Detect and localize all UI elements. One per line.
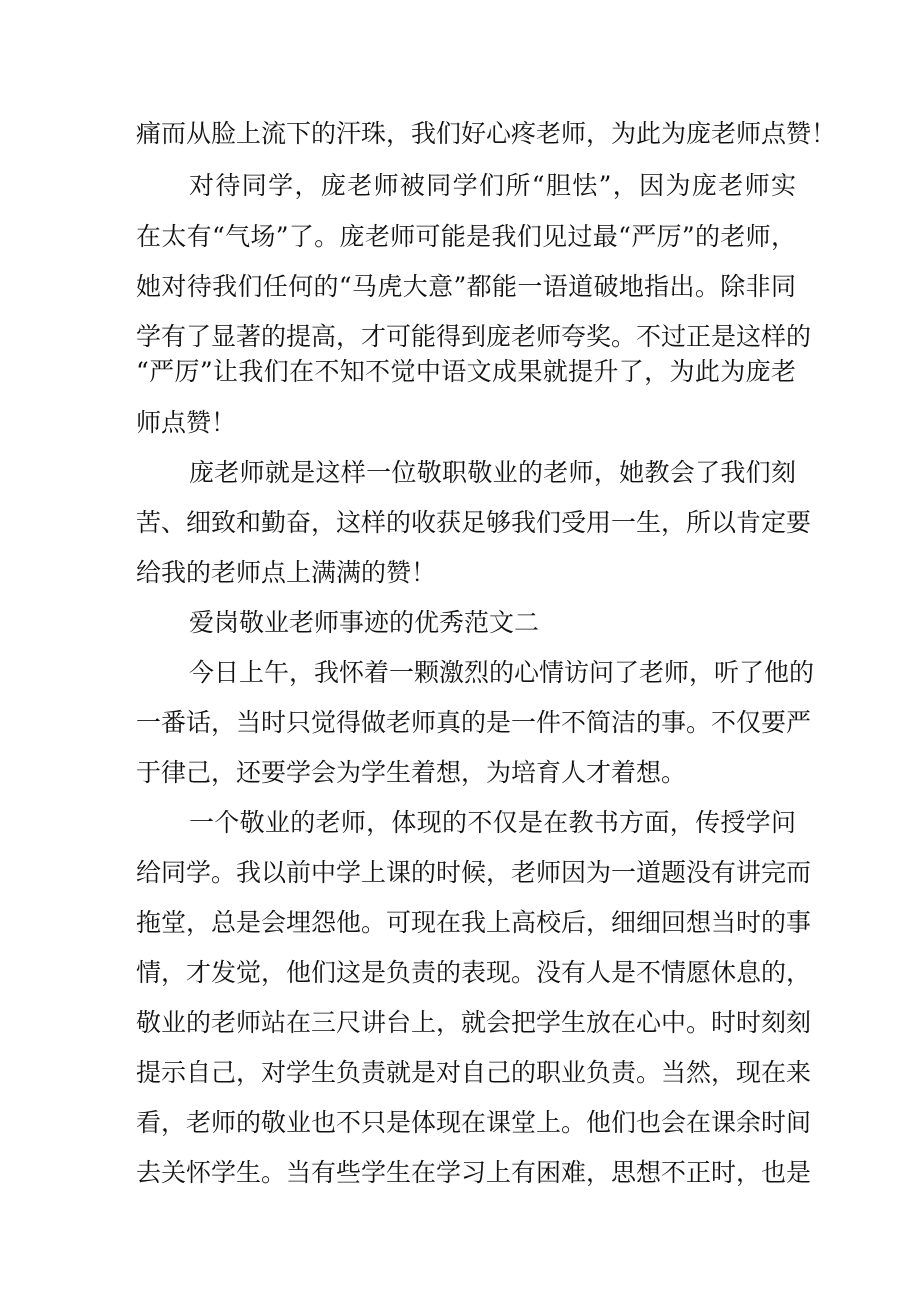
paragraph-line: 一个敬业的老师，体现的不仅是在教书方面，传授学问 <box>189 808 796 837</box>
paragraph-line: “严厉”让我们在不知不觉中语文成果就提升了，为此为庞老 <box>136 357 796 386</box>
paragraph-line: 看，老师的敬业也不只是体现在课堂上。他们也会在课余时间 <box>136 1108 812 1137</box>
paragraph-line: 对待同学，庞老师被同学们所“胆怯”，因为庞老师实 <box>189 171 796 200</box>
paragraph-line: 师点赞！ <box>136 408 237 437</box>
paragraph-line: 去关怀学生。当有些学生在学习上有困难，思想不正时，也是 <box>136 1158 812 1187</box>
paragraph-line: 庞老师就是这样一位敬职敬业的老师，她教会了我们刻 <box>189 458 796 487</box>
section-heading: 爱岗敬业老师事迹的优秀范文二 <box>189 608 540 637</box>
paragraph-line: 今日上午，我怀着一颗激烈的心情访问了老师，听了他的 <box>189 658 815 687</box>
paragraph-line: 一番话，当时只觉得做老师真的是一件不简洁的事。不仅要严 <box>136 708 812 737</box>
paragraph-line: 她对待我们任何的“马虎大意”都能一语道破地指出。除非同 <box>136 272 796 301</box>
paragraph-line: 敬业的老师站在三尺讲台上，就会把学生放在心中。时时刻刻 <box>136 1008 812 1037</box>
paragraph-line: 在太有“气场”了。庞老师可能是我们见过最“严厉”的老师， <box>136 222 796 251</box>
paragraph-line: 情，才发觉，他们这是负责的表现。没有人是不情愿休息的， <box>136 958 812 987</box>
paragraph-line: 拖堂，总是会埋怨他。可现在我上高校后，细细回想当时的事 <box>136 908 812 937</box>
paragraph-line: 学有了显著的提高，才可能得到庞老师夸奖。不过正是这样的 <box>136 322 812 351</box>
paragraph-line: 于律己，还要学会为学生着想，为培育人才着想。 <box>136 758 687 787</box>
paragraph-line: 给我的老师点上满满的赞！ <box>136 558 437 587</box>
paragraph-line: 提示自己，对学生负责就是对自己的职业负责。当然，现在来 <box>136 1058 812 1087</box>
paragraph-line: 苦、细致和勤奋，这样的收获足够我们受用一生，所以肯定要 <box>136 508 812 537</box>
paragraph-line: 给同学。我以前中学上课的时候，老师因为一道题没有讲完而 <box>136 858 812 887</box>
paragraph-line: 痛而从脸上流下的汗珠，我们好心疼老师，为此为庞老师点赞！ <box>136 119 837 148</box>
